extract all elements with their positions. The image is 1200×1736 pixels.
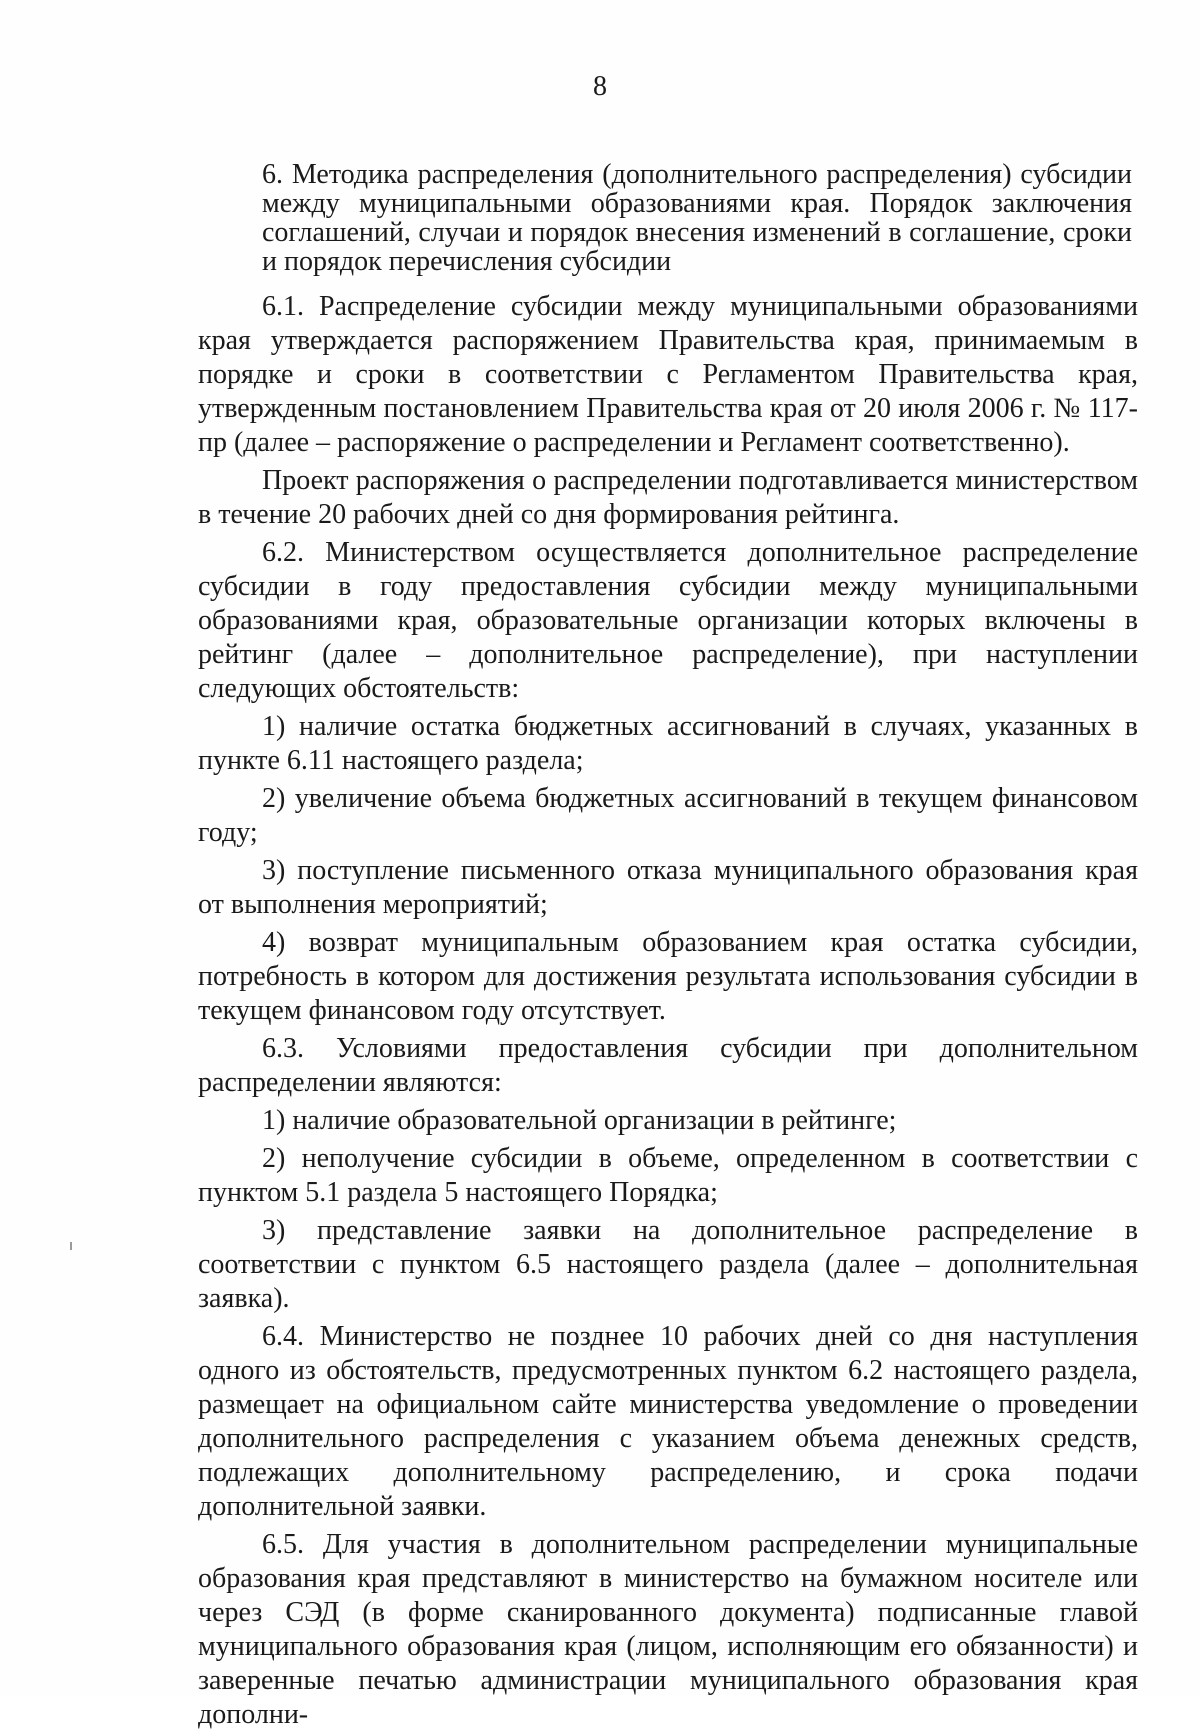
- paragraph-6-5: 6.5. Для участия в дополнительном распределении муниципальные образования края представляют в министерство на бумажном носителе или через СЭД (в форме сканированного документа) подписанные главой муниципального образования края (лицом, исполняющим его обязанности) и заверенные печатью администрации муниципального образования края дополни-: [198, 1529, 1138, 1730]
- list-item-6-2-1: 1) наличие остатка бюджетных ассигнований в случаях, указанных в пункте 6.11 настоящего раздела;: [198, 711, 1138, 776]
- paragraph-draft-order: Проект распоряжения о распределении подготавливается министерством в течение 20 рабочих дней со дня формирования рейтинга.: [198, 465, 1138, 530]
- list-item-6-2-2: 2) увеличение объема бюджетных ассигнований в текущем финансовом году;: [198, 783, 1138, 848]
- section-heading: 6. Методика распределения (дополнительного распределения) субсидии между муниципальными образованиями края. Порядок заключения соглашений, случаи и порядок внесения изменений в соглашение, сроки и порядок перечисления субсидии: [262, 159, 1132, 277]
- paragraph-6-3: 6.3. Условиями предоставления субсидии при дополнительном распределении являются:: [198, 1033, 1138, 1098]
- page-number: 8: [593, 71, 607, 102]
- list-item-6-3-3: 3) представление заявки на дополнительное распределение в соответствии с пунктом 6.5 настоящего раздела (далее – дополнительная заявка).: [198, 1215, 1138, 1314]
- paragraph-6-1: 6.1. Распределение субсидии между муниципальными образованиями края утверждается распоряжением Правительства края, принимаемым в порядке и сроки в соответствии с Регламентом Правительства края, утвержденным постановлением Правительства края от 20 июля 2006 г. № 117-пр (далее – распоряжение о распределении и Регламент соответственно).: [198, 291, 1138, 458]
- paragraph-6-2: 6.2. Министерством осуществляется дополнительное распределение субсидии в году предоставления субсидии между муниципальными образованиями края, образовательные организации которых включены в рейтинг (далее – дополнительное распределение), при наступлении следующих обстоятельств:: [198, 537, 1138, 704]
- list-item-6-2-3: 3) поступление письменного отказа муниципального образования края от выполнения мероприятий;: [198, 855, 1138, 920]
- list-item-6-3-1: 1) наличие образовательной организации в рейтинге;: [262, 1105, 897, 1136]
- document-body: [198, 290, 1138, 1736]
- paragraph-6-4: 6.4. Министерство не позднее 10 рабочих дней со дня наступления одного из обстоятельств, предусмотренных пунктом 6.2 настоящего раздела, размещает на официальном сайте министерства уведомление о проведении дополнительного распределения с указанием объема денежных средств, подлежащих дополнительному распределению, и срока подачи дополнительной заявки.: [198, 1321, 1138, 1522]
- list-item-6-3-2: 2) неполучение субсидии в объеме, определенном в соответствии с пунктом 5.1 раздела 5 настоящего Порядка;: [198, 1143, 1138, 1208]
- list-item-6-2-4: 4) возврат муниципальным образованием края остатка субсидии, потребность в котором для достижения результата использования субсидии в текущем финансовом году отсутствует.: [198, 927, 1138, 1026]
- scan-margin-mark: [70, 1242, 72, 1250]
